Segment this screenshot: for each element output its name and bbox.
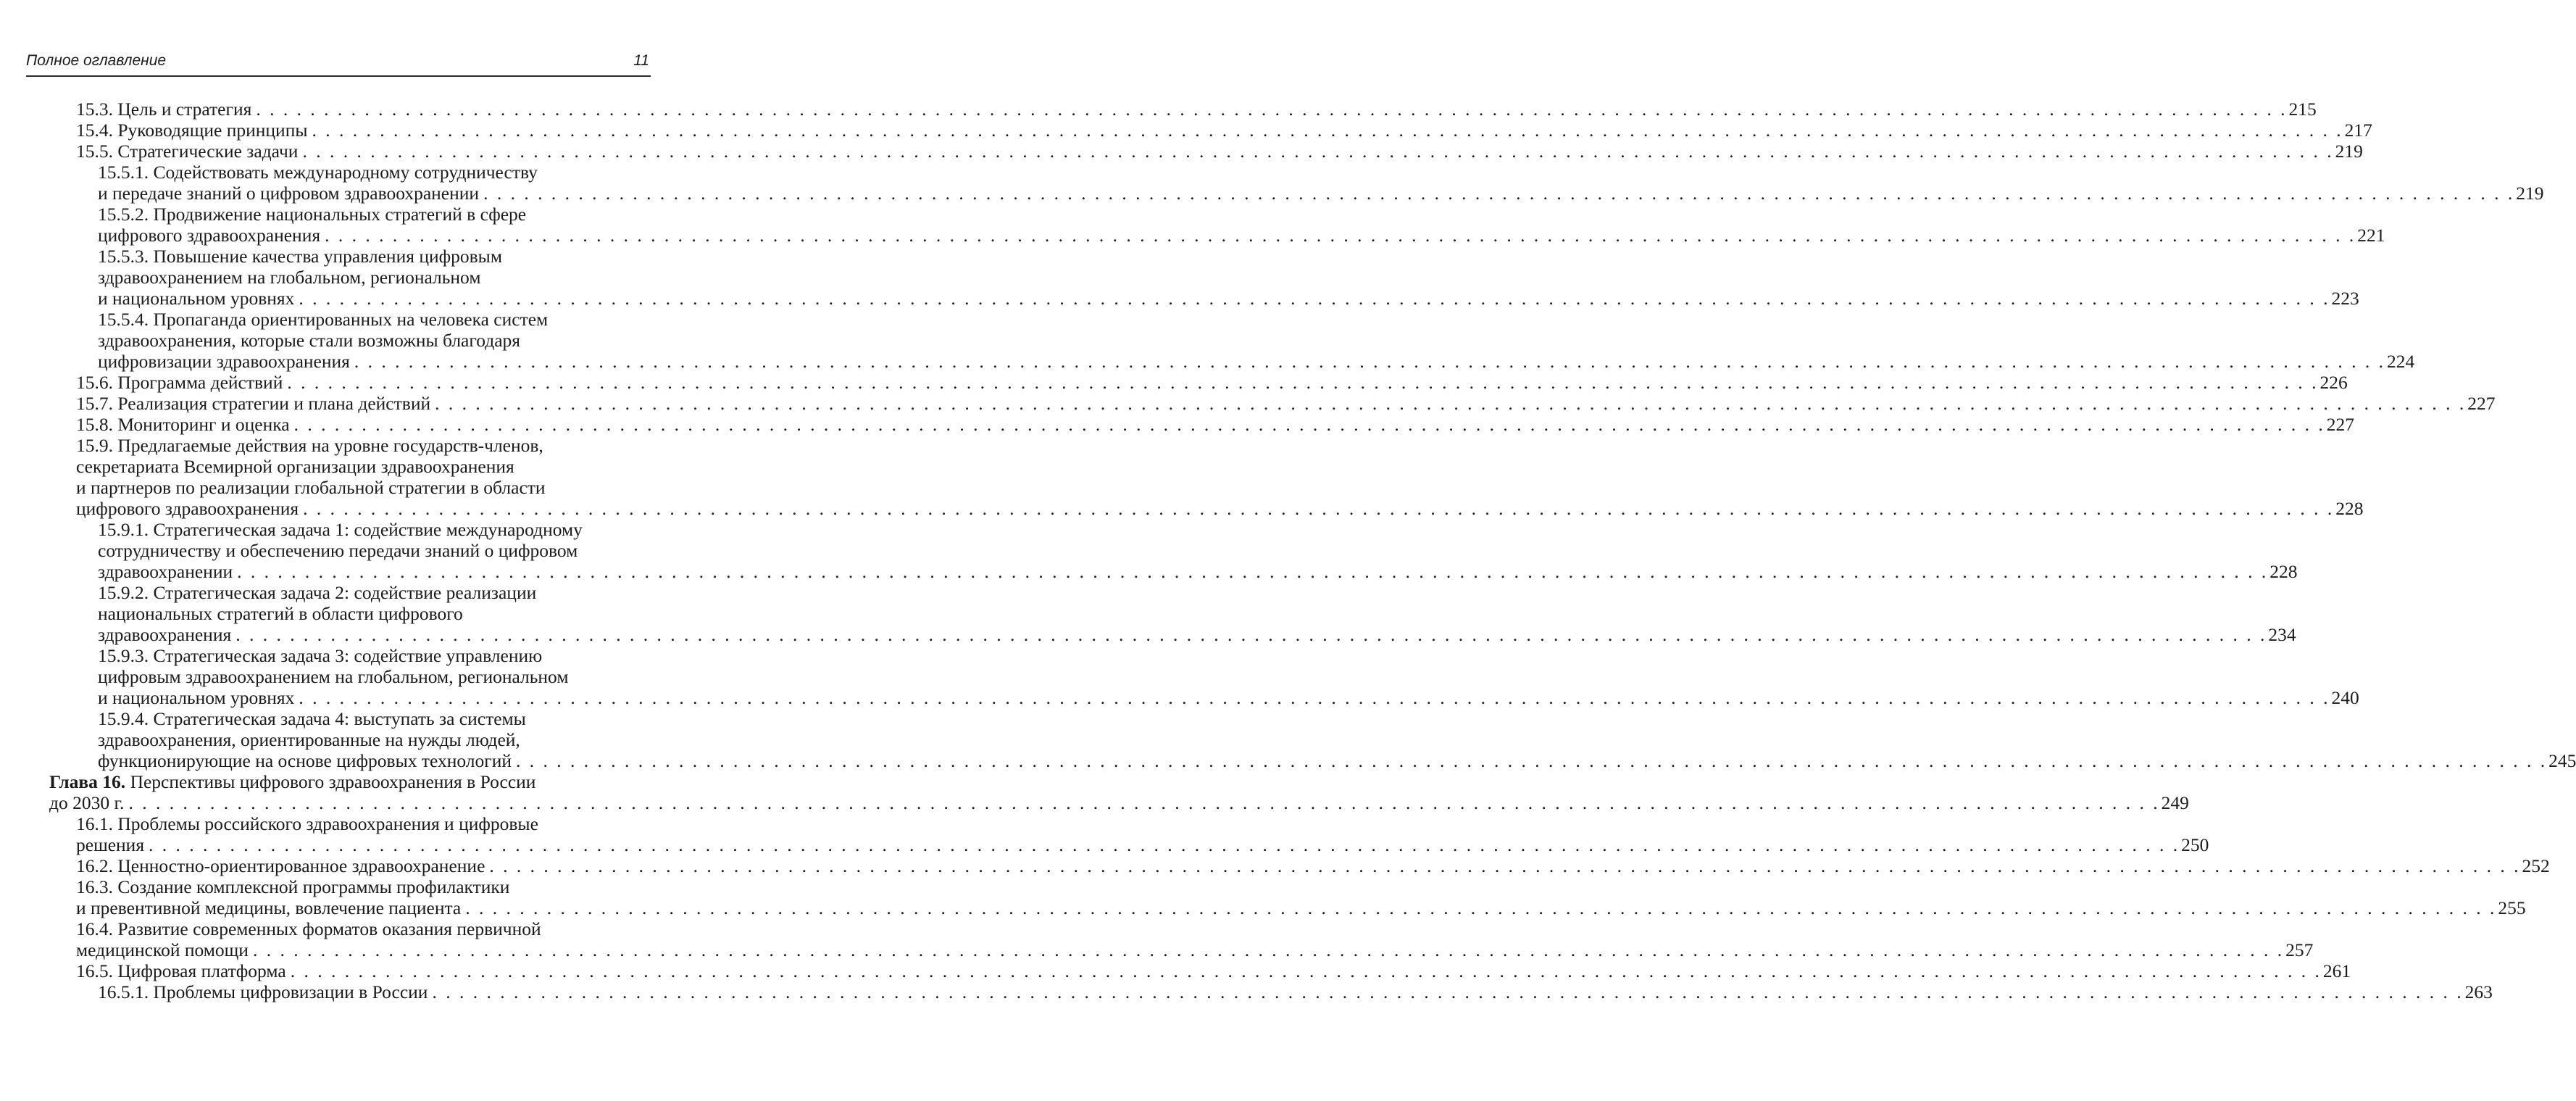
- toc-entry-text: [98, 729, 520, 750]
- dot-leader: . . . . . . . . . . . . . . . . . . . . . . . . . . . . . . . . . . . . . . . . . . . . . . . . . . . . . . . . . . . . . . . . . . . . . . . . . . . . . . . . . . . . . . . . . . . . . . . . . . . . . . . . . . . . . . . . . . . . . . . . . . . . . . . . . . . . . . . . . . . . . . . . . . . . . .: [516, 750, 2548, 771]
- toc-entry-text: [98, 309, 548, 330]
- toc-entry: [76, 876, 2526, 918]
- toc-entry-line: [98, 519, 651, 540]
- toc-entry-title: цифрового здравоохранения: [98, 225, 321, 246]
- dot-leader: . . . . . . . . . . . . . . . . . . . . . . . . . . . . . . . . . . . . . . . . . . . . . . . . . . . . . . . . . . . . . . . . . . . . . . . . . . . . . . . . . . . . . . . . . . . . . . . . . . . . . . . . . . . . . . . . . . . . . . . . . . . . . . . . . . . . . . . . . . . . . . . . . . . . . .: [252, 939, 2285, 960]
- toc-entry-text: [98, 561, 233, 582]
- toc-entry-text: [98, 708, 526, 729]
- toc-entry-title: здравоохранения, ориентированные на нужды людей,: [98, 729, 520, 750]
- toc-page-number: 255: [2498, 897, 2526, 918]
- toc-entry-title: 16.2. Ценностно-ориентированное здравоохранение: [76, 855, 485, 876]
- toc-page-number: 263: [2464, 981, 2493, 1002]
- toc-entry: [76, 99, 2317, 120]
- toc-entry-title: и национальном уровнях: [98, 687, 295, 708]
- toc-chapter-entry: [49, 771, 2189, 813]
- toc-page-number: 223: [2331, 288, 2359, 309]
- toc-entry: [98, 582, 2296, 645]
- toc-entry-text: [98, 330, 520, 351]
- toc-entry-title: и партнеров по реализации глобальной стратегии в области: [76, 477, 546, 498]
- toc-entry-line: [98, 645, 651, 666]
- toc-page-number: 217: [2344, 120, 2372, 141]
- toc-entry: [98, 246, 2359, 309]
- toc-entry-text: [49, 792, 124, 813]
- toc-entry-line: [49, 771, 651, 792]
- toc-entry-line: [76, 876, 651, 897]
- toc-entry-line: [98, 204, 651, 225]
- toc-entry-title: 16.1. Проблемы российского здравоохранения и цифровые: [76, 813, 538, 834]
- toc-page-number: 250: [2181, 834, 2209, 855]
- toc-entry-line: [49, 792, 2189, 813]
- toc-entry: [76, 960, 2351, 981]
- dot-leader: . . . . . . . . . . . . . . . . . . . . . . . . . . . . . . . . . . . . . . . . . . . . . . . . . . . . . . . . . . . . . . . . . . . . . . . . . . . . . . . . . . . . . . . . . . . . . . . . . . . . . . . . . . . . . . . . . . . . . . . . . . . . . . . . . . . . . . . . . . . . . . . . . . . . . .: [149, 834, 2180, 855]
- toc-entry-title: 15.6. Программа действий: [76, 372, 283, 393]
- toc-entry-text: [98, 981, 428, 1002]
- toc-page-number: 249: [2161, 792, 2189, 813]
- toc-entry-line: [76, 414, 2354, 435]
- toc-entry-text: [76, 435, 543, 456]
- toc-entry-line: [98, 162, 651, 183]
- toc-entry: [98, 162, 2544, 204]
- toc-page-number: 261: [2322, 960, 2351, 981]
- toc-entry-title: 15.5.2. Продвижение национальных стратегий в сфере: [98, 204, 527, 225]
- toc-entry-title: до 2030 г.: [49, 792, 125, 813]
- toc-entry-text: [76, 372, 283, 393]
- toc-entry-text: [98, 267, 480, 288]
- dot-leader: . . . . . . . . . . . . . . . . . . . . . . . . . . . . . . . . . . . . . . . . . . . . . . . . . . . . . . . . . . . . . . . . . . . . . . . . . . . . . . . . . . . . . . . . . . . . . . . . . . . . . . . . . . . . . . . . . . . . . . . . . . . . . . . . . . . . . . . . . . . . . . . . . . . . . .: [287, 372, 2319, 393]
- toc-entry-line: [76, 393, 2496, 414]
- toc-entry-line: [98, 183, 2544, 204]
- toc-entry-title: 15.7. Реализация стратегии и плана действий: [76, 393, 431, 414]
- toc-entry-text: [76, 855, 485, 876]
- toc-entry: [76, 120, 2372, 141]
- toc-entry-line: [98, 729, 651, 750]
- toc-entry-text: [76, 414, 290, 435]
- toc-page-number: 227: [2467, 393, 2496, 414]
- toc-entry-line: [98, 225, 2385, 246]
- dot-leader: . . . . . . . . . . . . . . . . . . . . . . . . . . . . . . . . . . . . . . . . . . . . . . . . . . . . . . . . . . . . . . . . . . . . . . . . . . . . . . . . . . . . . . . . . . . . . . . . . . . . . . . . . . . . . . . . . . . . . . . . . . . . . . . . . . . . . . . . . . . . . . . . . . . . . .: [489, 855, 2521, 876]
- dot-leader: . . . . . . . . . . . . . . . . . . . . . . . . . . . . . . . . . . . . . . . . . . . . . . . . . . . . . . . . . . . . . . . . . . . . . . . . . . . . . . . . . . . . . . . . . . . . . . . . . . . . . . . . . . . . . . . . . . . . . . . . . . . . . . . . . . . . . . . . . . . . . . . . . . . . . .: [354, 351, 2386, 372]
- toc-entry-title: 15.9.3. Стратегическая задача 3: содействие управлению: [98, 645, 543, 666]
- toc-entry-title: 15.9.2. Стратегическая задача 2: содействие реализации: [98, 582, 537, 603]
- table-of-contents: [0, 99, 2576, 1002]
- toc-entry: [76, 918, 2314, 960]
- toc-entry-line: [98, 750, 2576, 771]
- toc-entry-text: [98, 246, 502, 267]
- toc-entry-text: [98, 603, 463, 624]
- toc-entry-text: [98, 162, 538, 183]
- toc-entry-title: 16.5.1. Проблемы цифровизации в России: [98, 981, 428, 1002]
- dot-leader: . . . . . . . . . . . . . . . . . . . . . . . . . . . . . . . . . . . . . . . . . . . . . . . . . . . . . . . . . . . . . . . . . . . . . . . . . . . . . . . . . . . . . . . . . . . . . . . . . . . . . . . . . . . . . . . . . . . . . . . . . . . . . . . . . . . . . . . . . . . . . . . . . . . . . .: [435, 393, 2467, 414]
- toc-entry-text: [98, 183, 479, 204]
- toc-entry: [98, 981, 2493, 1002]
- toc-entry-line: [76, 813, 651, 834]
- dot-leader: . . . . . . . . . . . . . . . . . . . . . . . . . . . . . . . . . . . . . . . . . . . . . . . . . . . . . . . . . . . . . . . . . . . . . . . . . . . . . . . . . . . . . . . . . . . . . . . . . . . . . . . . . . . . . . . . . . . . . . . . . . . . . . . . . . . . . . . . . . . . . . . . . . . . . .: [303, 498, 2335, 519]
- toc-entry-title: медицинской помощи: [76, 939, 249, 960]
- toc-entry-line: [98, 309, 651, 330]
- toc-entry-text: [76, 876, 509, 897]
- toc-entry: [76, 855, 2550, 876]
- dot-leader: . . . . . . . . . . . . . . . . . . . . . . . . . . . . . . . . . . . . . . . . . . . . . . . . . . . . . . . . . . . . . . . . . . . . . . . . . . . . . . . . . . . . . . . . . . . . . . . . . . . . . . . . . . . . . . . . . . . . . . . . . . . . . . . . . . . . . . . . . . . . . . . . . . . . . .: [432, 981, 2464, 1002]
- dot-leader: . . . . . . . . . . . . . . . . . . . . . . . . . . . . . . . . . . . . . . . . . . . . . . . . . . . . . . . . . . . . . . . . . . . . . . . . . . . . . . . . . . . . . . . . . . . . . . . . . . . . . . . . . . . . . . . . . . . . . . . . . . . . . . . . . . . . . . . . . . . . . . . . . . . . . .: [293, 414, 2325, 435]
- toc-entry-line: [76, 834, 2209, 855]
- toc-page-number: 219: [2516, 183, 2544, 204]
- toc-page-number: 234: [2268, 624, 2296, 645]
- toc-entry-text: [98, 624, 231, 645]
- toc-entry-text: [76, 897, 461, 918]
- toc-entry: [76, 141, 2363, 162]
- header-page-number: 11: [633, 52, 649, 69]
- toc-entry-title: 16.5. Цифровая платформа: [76, 960, 286, 981]
- toc-entry-line: [76, 99, 2317, 120]
- toc-entry: [76, 372, 2348, 393]
- toc-entry-line: [76, 918, 651, 939]
- toc-entry-text: [76, 960, 286, 981]
- toc-entry-line: [76, 456, 651, 477]
- toc-entry-title: 15.5. Стратегические задачи: [76, 141, 299, 162]
- dot-leader: . . . . . . . . . . . . . . . . . . . . . . . . . . . . . . . . . . . . . . . . . . . . . . . . . . . . . . . . . . . . . . . . . . . . . . . . . . . . . . . . . . . . . . . . . . . . . . . . . . . . . . . . . . . . . . . . . . . . . . . . . . . . . . . . . . . . . . . . . . . . . . . . . . . . . .: [235, 624, 2267, 645]
- toc-entry-line: [76, 120, 2372, 141]
- toc-entry-text: [76, 813, 538, 834]
- toc-entry-title: функционирующие на основе цифровых технологий: [98, 750, 512, 771]
- toc-entry: [98, 519, 2298, 582]
- toc-entry-line: [98, 267, 651, 288]
- toc-entry-line: [98, 687, 2359, 708]
- toc-entry-text: [49, 771, 535, 792]
- toc-entry-title: национальных стратегий в области цифрового: [98, 603, 463, 624]
- toc-entry-line: [76, 939, 2314, 960]
- toc-entry-title: 15.9.4. Стратегическая задача 4: выступать за системы: [98, 708, 526, 729]
- toc-entry-title: решения: [76, 834, 145, 855]
- toc-entry: [76, 813, 2209, 855]
- toc-entry-title: здравоохранении: [98, 561, 233, 582]
- toc-entry-line: [98, 981, 2493, 1002]
- toc-entry-title: 16.3. Создание комплексной программы профилактики: [76, 876, 510, 897]
- toc-entry: [76, 414, 2354, 435]
- dot-leader: . . . . . . . . . . . . . . . . . . . . . . . . . . . . . . . . . . . . . . . . . . . . . . . . . . . . . . . . . . . . . . . . . . . . . . . . . . . . . . . . . . . . . . . . . . . . . . . . . . . . . . . . . . . . . . . . . . . . . . . . . . . . . . . . . . . . . . . . . . . . . . . . . . . . . .: [299, 288, 2330, 309]
- dot-leader: . . . . . . . . . . . . . . . . . . . . . . . . . . . . . . . . . . . . . . . . . . . . . . . . . . . . . . . . . . . . . . . . . . . . . . . . . . . . . . . . . . . . . . . . . . . . . . . . . . . . . . . . . . . . . . . . . . . . . . . . . . . . . . . . . . . . . . . . . . . . . . . . . . . . . .: [299, 687, 2330, 708]
- toc-entry-text: [98, 750, 512, 771]
- toc-entry-title: 15.9.1. Стратегическая задача 1: содействие международному: [98, 519, 583, 540]
- toc-entry-title: здравоохранения: [98, 624, 232, 645]
- toc-entry-text: [76, 393, 430, 414]
- toc-page-number: 226: [2319, 372, 2348, 393]
- toc-entry-line: [98, 561, 2298, 582]
- toc-entry-text: [98, 582, 536, 603]
- toc-entry-line: [98, 540, 651, 561]
- toc-entry-text: [98, 540, 578, 561]
- dot-leader: . . . . . . . . . . . . . . . . . . . . . . . . . . . . . . . . . . . . . . . . . . . . . . . . . . . . . . . . . . . . . . . . . . . . . . . . . . . . . . . . . . . . . . . . . . . . . . . . . . . . . . . . . . . . . . . . . . . . . . . . . . . . . . . . . . . . . . . . . . . . . . . . . . . . . .: [325, 225, 2356, 246]
- toc-entry-text: [98, 351, 350, 372]
- toc-entry-title: цифровизации здравоохранения: [98, 351, 350, 372]
- dot-leader: . . . . . . . . . . . . . . . . . . . . . . . . . . . . . . . . . . . . . . . . . . . . . . . . . . . . . . . . . . . . . . . . . . . . . . . . . . . . . . . . . . . . . . . . . . . . . . . . . . . . . . . . . . . . . . . . . . . . . . . . . . . . . . . . . . . . . . . . . . . . . . . . . . . . . .: [312, 120, 2343, 141]
- toc-entry-text: [76, 141, 298, 162]
- toc-entry-title: 16.4. Развитие современных форматов оказания первичной: [76, 918, 541, 939]
- toc-entry-text: [76, 918, 541, 939]
- toc-entry-line: [98, 666, 651, 687]
- toc-entry-text: [98, 225, 320, 246]
- toc-page-number: 228: [2269, 561, 2298, 582]
- toc-entry-line: [98, 288, 2359, 309]
- toc-entry-line: [76, 372, 2348, 393]
- toc-entry-line: [76, 498, 2364, 519]
- toc-entry: [76, 393, 2496, 414]
- toc-entry: [98, 708, 2576, 771]
- toc-entry-title: 15.9. Предлагаемые действия на уровне государств-членов,: [76, 435, 543, 456]
- toc-entry-line: [98, 708, 651, 729]
- toc-entry-line: [98, 603, 651, 624]
- dot-leader: . . . . . . . . . . . . . . . . . . . . . . . . . . . . . . . . . . . . . . . . . . . . . . . . . . . . . . . . . . . . . . . . . . . . . . . . . . . . . . . . . . . . . . . . . . . . . . . . . . . . . . . . . . . . . . . . . . . . . . . . . . . . . . . . . . . . . . . . . . . . . . . . . . . . . .: [128, 792, 2160, 813]
- toc-entry: [98, 204, 2385, 246]
- toc-entry-title: сотрудничеству и обеспечению передачи знаний о цифровом: [98, 540, 578, 561]
- toc-entry-title: 15.5.3. Повышение качества управления цифровым: [98, 246, 502, 267]
- toc-entry-line: [76, 855, 2550, 876]
- toc-entry-title: здравоохранения, которые стали возможны благодаря: [98, 330, 520, 351]
- toc-entry-line: [98, 330, 651, 351]
- toc-entry-title: 15.8. Мониторинг и оценка: [76, 414, 290, 435]
- toc-entry-line: [98, 624, 2296, 645]
- toc-entry-text: [76, 477, 546, 498]
- toc-entry-text: [98, 666, 568, 687]
- toc-entry-text: [98, 645, 542, 666]
- toc-page-number: 219: [2335, 141, 2363, 162]
- toc-entry-title: цифрового здравоохранения: [76, 498, 299, 519]
- toc-entry-title: Перспективы цифрового здравоохранения в России: [130, 771, 536, 792]
- toc-page-number: 257: [2285, 939, 2314, 960]
- toc-page-number: 228: [2335, 498, 2364, 519]
- toc-entry-line: [98, 246, 651, 267]
- toc-page-number: 240: [2331, 687, 2359, 708]
- toc-entry-line: [98, 351, 2415, 372]
- toc-entry: [76, 435, 2364, 519]
- toc-entry-title: и передаче знаний о цифровом здравоохранении: [98, 183, 480, 204]
- toc-page-number: 252: [2522, 855, 2550, 876]
- toc-page-number: 215: [2288, 99, 2317, 120]
- toc-entry-title: 15.3. Цель и стратегия: [76, 99, 252, 120]
- toc-entry-text: [76, 99, 251, 120]
- running-header: [26, 46, 651, 77]
- toc-entry-title: и национальном уровнях: [98, 288, 295, 309]
- dot-leader: . . . . . . . . . . . . . . . . . . . . . . . . . . . . . . . . . . . . . . . . . . . . . . . . . . . . . . . . . . . . . . . . . . . . . . . . . . . . . . . . . . . . . . . . . . . . . . . . . . . . . . . . . . . . . . . . . . . . . . . . . . . . . . . . . . . . . . . . . . . . . . . . . . . . . .: [256, 99, 2288, 120]
- toc-entry-text: [76, 120, 307, 141]
- toc-entry-text: [98, 204, 526, 225]
- toc-entry-text: [98, 519, 583, 540]
- toc-entry-text: [98, 288, 294, 309]
- toc-entry-title: секретариата Всемирной организации здравоохранения: [76, 456, 514, 477]
- toc-page-number: 224: [2387, 351, 2415, 372]
- dot-leader: . . . . . . . . . . . . . . . . . . . . . . . . . . . . . . . . . . . . . . . . . . . . . . . . . . . . . . . . . . . . . . . . . . . . . . . . . . . . . . . . . . . . . . . . . . . . . . . . . . . . . . . . . . . . . . . . . . . . . . . . . . . . . . . . . . . . . . . . . . . . . . . . . . . . . .: [302, 141, 2334, 162]
- header-title: Полное оглавление: [26, 52, 167, 69]
- toc-entry-line: [98, 582, 651, 603]
- dot-leader: . . . . . . . . . . . . . . . . . . . . . . . . . . . . . . . . . . . . . . . . . . . . . . . . . . . . . . . . . . . . . . . . . . . . . . . . . . . . . . . . . . . . . . . . . . . . . . . . . . . . . . . . . . . . . . . . . . . . . . . . . . . . . . . . . . . . . . . . . . . . . . . . . . . . . .: [483, 183, 2515, 204]
- toc-entry-line: [76, 960, 2351, 981]
- toc-entry-title: здравоохранением на глобальном, региональном: [98, 267, 481, 288]
- dot-leader: . . . . . . . . . . . . . . . . . . . . . . . . . . . . . . . . . . . . . . . . . . . . . . . . . . . . . . . . . . . . . . . . . . . . . . . . . . . . . . . . . . . . . . . . . . . . . . . . . . . . . . . . . . . . . . . . . . . . . . . . . . . . . . . . . . . . . . . . . . . . . . . . . . . . . .: [465, 897, 2497, 918]
- toc-entry-title: и превентивной медицины, вовлечение пациента: [76, 897, 462, 918]
- dot-leader: . . . . . . . . . . . . . . . . . . . . . . . . . . . . . . . . . . . . . . . . . . . . . . . . . . . . . . . . . . . . . . . . . . . . . . . . . . . . . . . . . . . . . . . . . . . . . . . . . . . . . . . . . . . . . . . . . . . . . . . . . . . . . . . . . . . . . . . . . . . . . . . . . . . . . .: [290, 960, 2322, 981]
- toc-entry-line: [76, 435, 651, 456]
- toc-entry-title: 15.5.4. Пропаганда ориентированных на человека систем: [98, 309, 549, 330]
- toc-entry-text: [76, 456, 514, 477]
- toc-entry-text: [76, 834, 144, 855]
- toc-entry-title: цифровым здравоохранением на глобальном, региональном: [98, 666, 569, 687]
- toc-page-number: 227: [2326, 414, 2354, 435]
- toc-entry: [98, 645, 2359, 708]
- toc-entry-line: [76, 141, 2363, 162]
- toc-entry-text: [76, 939, 249, 960]
- toc-entry-text: [98, 687, 294, 708]
- toc-entry-line: [76, 897, 2526, 918]
- toc-entry-text: [76, 498, 299, 519]
- toc-entry-title: 15.5.1. Содействовать международному сотрудничеству: [98, 162, 538, 183]
- toc-entry-line: [76, 477, 651, 498]
- chapter-label: Глава 16.: [49, 771, 126, 792]
- toc-entry-title: 15.4. Руководящие принципы: [76, 120, 308, 141]
- toc-page-number: 221: [2357, 225, 2385, 246]
- toc-page-number: 245: [2548, 750, 2576, 771]
- dot-leader: . . . . . . . . . . . . . . . . . . . . . . . . . . . . . . . . . . . . . . . . . . . . . . . . . . . . . . . . . . . . . . . . . . . . . . . . . . . . . . . . . . . . . . . . . . . . . . . . . . . . . . . . . . . . . . . . . . . . . . . . . . . . . . . . . . . . . . . . . . . . . . . . . . . . . .: [237, 561, 2269, 582]
- toc-entry: [98, 309, 2415, 372]
